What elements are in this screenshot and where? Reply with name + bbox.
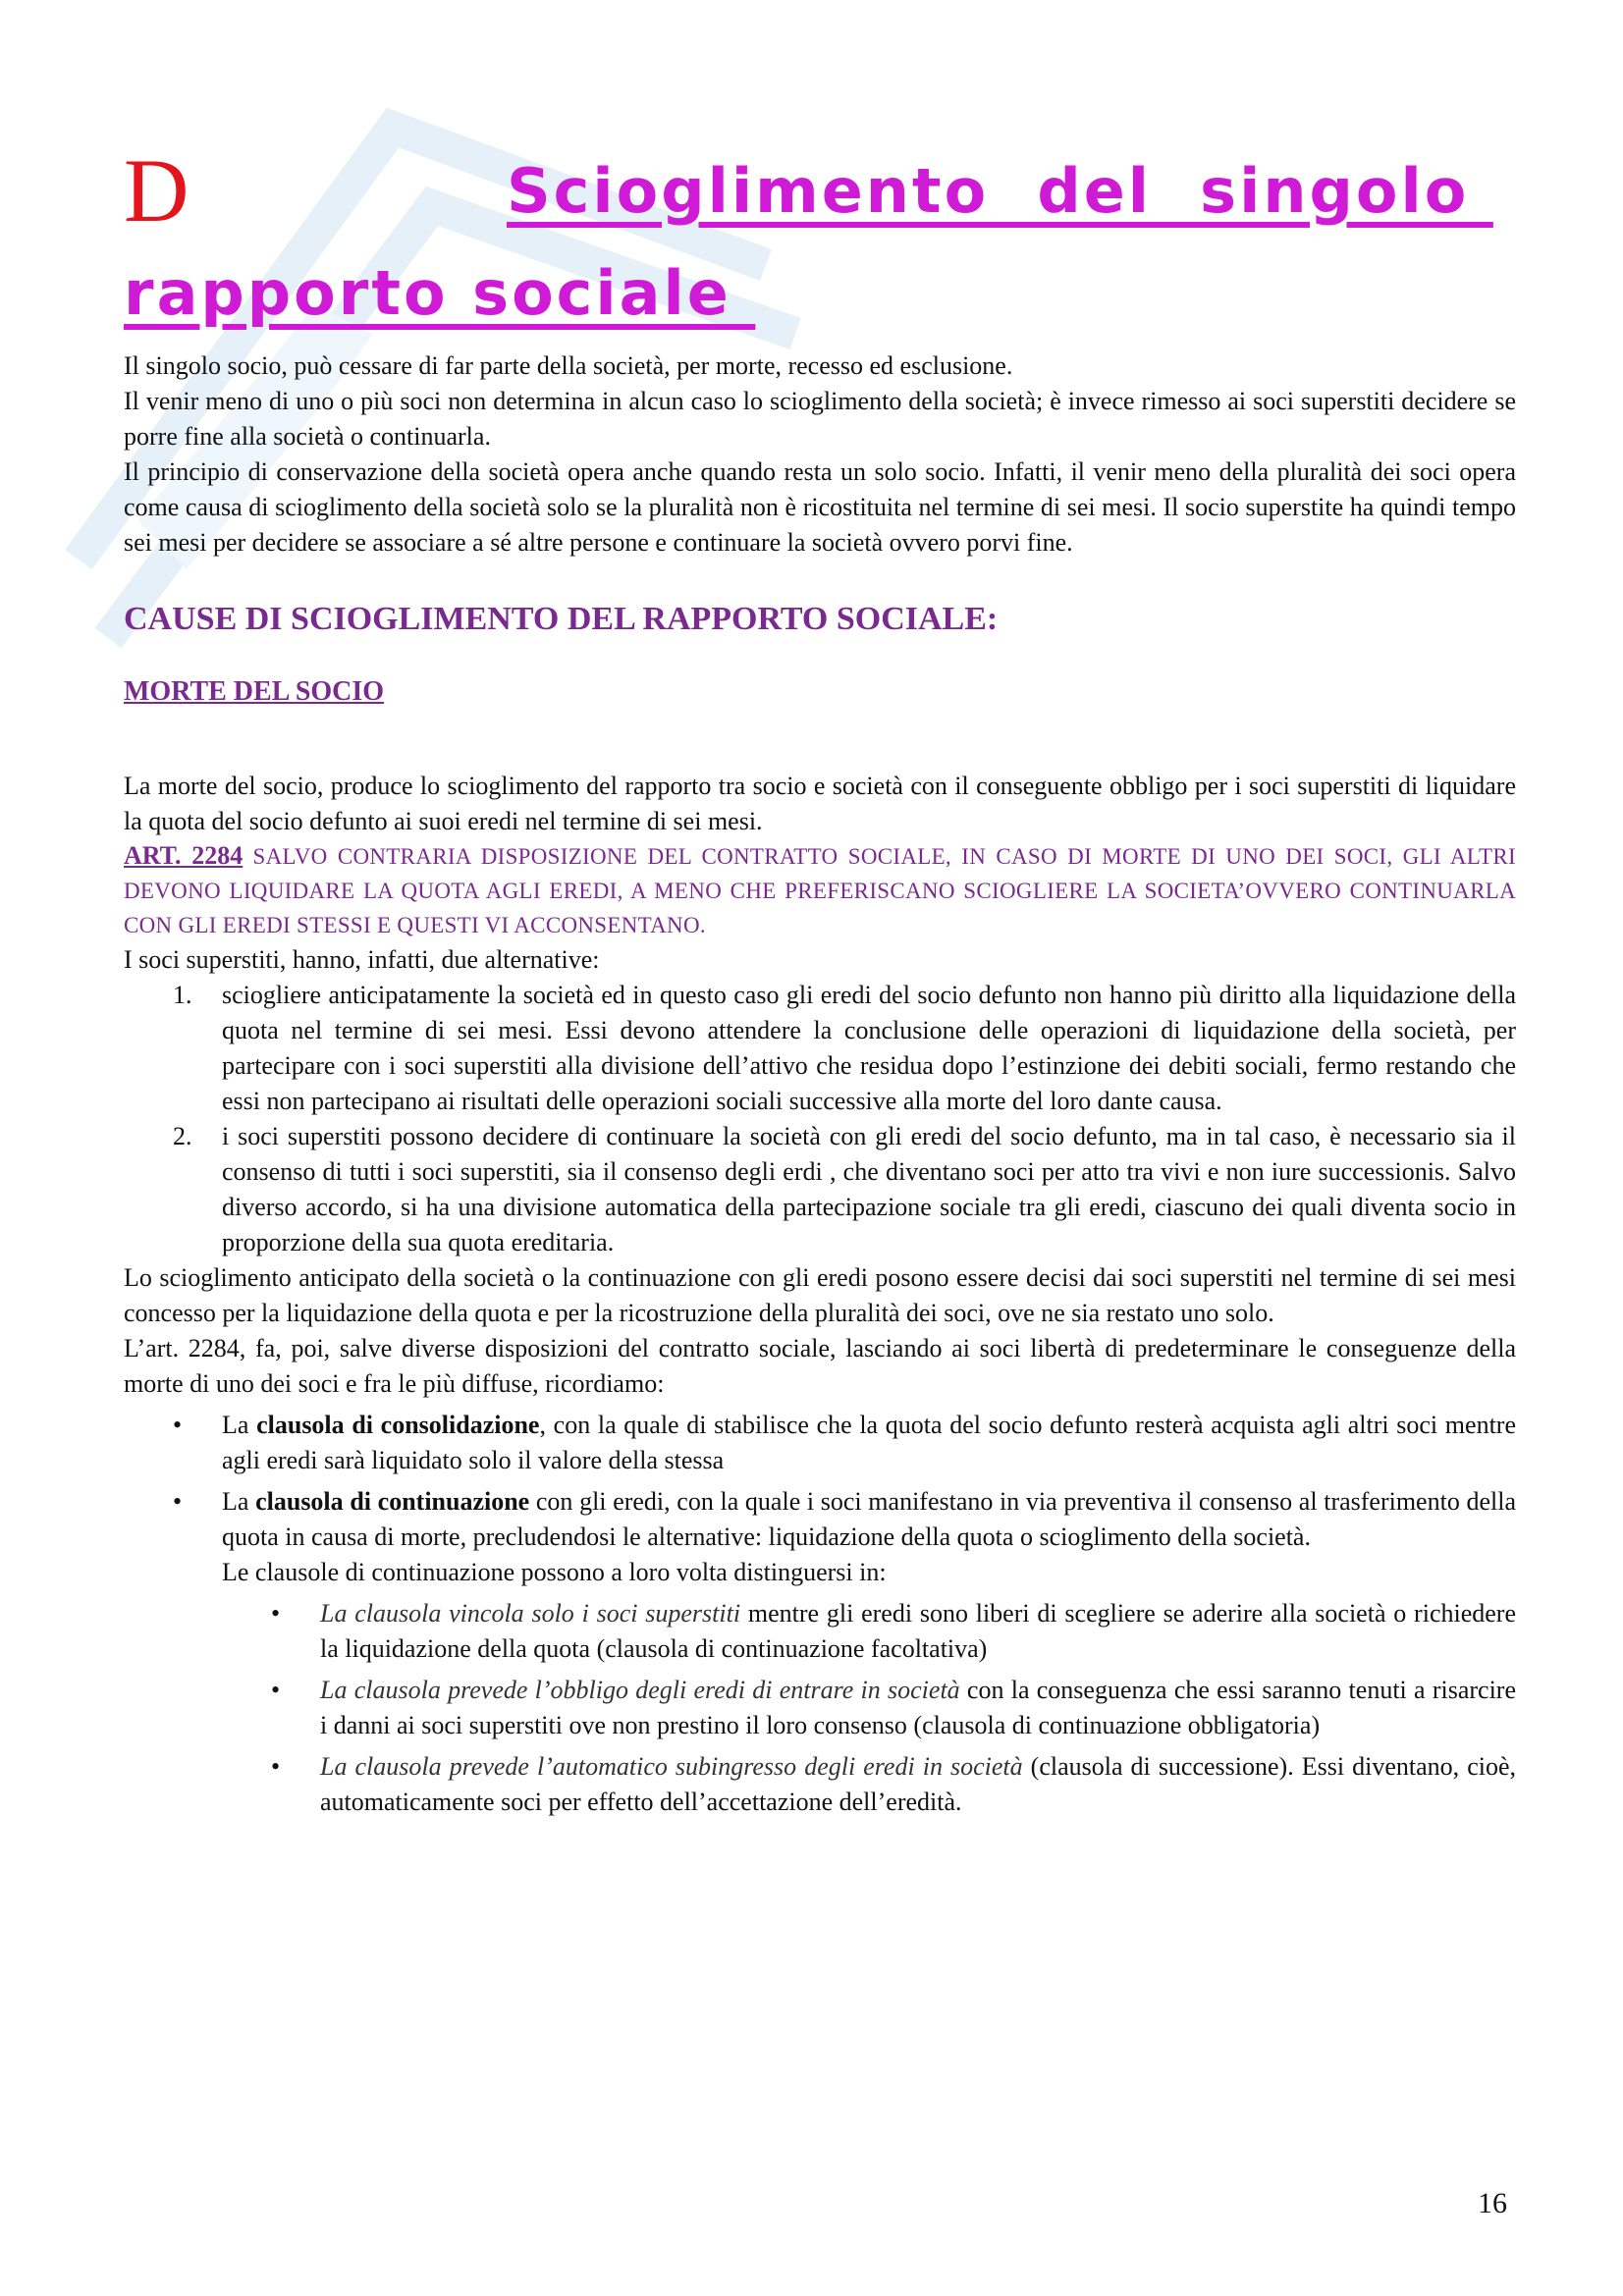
bullet-icon: • (271, 1752, 281, 1781)
clause-name: clausola di continuazione (255, 1487, 530, 1516)
art-2284-paragraph: L’art. 2284, fa, poi, salve diverse disposizioni del contratto sociale, lasciando ai soci libertà di predeterminare le conseguenze della morte di uno dei soci e fra le più diffuse, ricordiamo: (124, 1334, 1516, 1398)
list-item (222, 1749, 1516, 1820)
list-item (124, 1484, 1516, 1820)
list-item (222, 1596, 1516, 1667)
bullet-icon: • (271, 1599, 281, 1628)
list-item (124, 1408, 1516, 1478)
alternatives-intro: I soci superstiti, hanno, infatti, due alternative: (124, 945, 600, 974)
article-body: SALVO CONTRARIA DISPOSIZIONE DEL CONTRATTO SOCIALE, IN CASO DI MORTE DI UNO DEI SOCI, GLI ALTRI DEVONO LIQUIDARE LA QUOTA AGLI EREDI, A MENO CHE PREFERISCANO SCIOGLIERE LA SOCIETA’OVVERO CONTINUARLA CON GLI EREDI STESSI E QUESTI VI ACCONSENTANO. (124, 844, 1516, 937)
clause-italic: La clausola prevede l’obbligo degli eredi di entrare in società (320, 1676, 960, 1704)
clause-name: clausola di consolidazione (256, 1411, 540, 1439)
continuation-types-list (222, 1596, 1516, 1820)
after-alternatives-paragraph: Lo scioglimento anticipato della società o la continuazione con gli eredi posono essere decisi dai soci superstiti nel termine di sei mesi concesso per la liquidazione della quota e per la ricostruzione della pluralità dei soci, ove ne sia restato uno solo. (124, 1263, 1516, 1327)
bullet-icon: • (173, 1487, 183, 1516)
list-number: 2. (173, 1122, 192, 1150)
page-number: 16 (1478, 2187, 1507, 2219)
section-heading: CAUSE DI SCIOGLIMENTO DEL RAPPORTO SOCIALE: (124, 601, 999, 637)
clause-prefix: La (222, 1411, 257, 1439)
content-area (124, 137, 1516, 1820)
intro-paragraph-2: Il venir meno di uno o più soci non determina in alcun caso lo scioglimento della società; è invece rimesso ai soci superstiti decidere se porre fine alla società o continuarla. (124, 387, 1516, 451)
page-title-line-1: Scioglimento del singolo (507, 155, 1493, 227)
clause-text: con la conseguenza che essi saranno tenuti a risarcire i danni ai soci superstiti ove non prestino il loro consenso (clausola di continuazione obbligatoria) (320, 1676, 1516, 1739)
page-title-line-2: rapporto sociale (124, 257, 756, 329)
list-item (124, 978, 1516, 1119)
clause-italic: La clausola vincola solo i soci superstiti (320, 1599, 741, 1628)
list-item-text: i soci superstiti possono decidere di continuare la società con gli eredi del socio defunto, ma in tal caso, è necessario sia il consenso di tutti i soci superstiti, sia il consenso degli erdi , che diventano soci per atto tra vivi e non iure successionis. Salvo diverso accordo, si ha una divisione automatica della partecipazione sociale tra gli eredi, ciascuno dei quali diventa socio in proporzione della sua quota ereditaria. (222, 1122, 1516, 1256)
list-number: 1. (173, 981, 192, 1009)
list-item (124, 1119, 1516, 1260)
section-letter: D (124, 140, 189, 240)
list-item-text: sciogliere anticipatamente la società ed in questo caso gli eredi del socio defunto non hanno più diritto alla liquidazione della quota nel termine di sei mesi. Essi devono attendere la conclusione delle operazioni di liquidazione della società, per partecipare con i soci superstiti alla divisione dell’attivo che residua dopo l’estinzione dei debiti sociali, fermo restando che essi non partecipano ai risultati delle operazioni sociali successive alla morte del loro dante causa. (222, 981, 1516, 1115)
subsection-heading: MORTE DEL SOCIO (124, 676, 385, 707)
clause-italic: La clausola prevede l’automatico subingresso degli eredi in società (320, 1752, 1023, 1781)
article-text (124, 839, 1516, 942)
clause-text: (clausola di successione). Essi diventano, cioè, automaticamente soci per effetto dell’accettazione dell’eredità. (320, 1752, 1516, 1816)
morte-paragraph: La morte del socio, produce lo scioglimento del rapporto tra socio e società con il conseguente obbligo per i soci superstiti di liquidare la quota del socio defunto ai suoi eredi nel termine di sei mesi. (124, 772, 1516, 835)
title-block (124, 137, 1516, 348)
list-item (222, 1673, 1516, 1743)
bullet-icon: • (173, 1411, 183, 1439)
clause-text: mentre gli eredi sono liberi di scegliere se aderire alla società o richiedere la liquidazione della quota (clausola di continuazione facoltativa) (320, 1599, 1516, 1663)
article-number: ART. 2284 (124, 841, 243, 870)
bullet-icon: • (271, 1676, 281, 1704)
clause-text: con gli eredi, con la quale i soci manifestano in via preventiva il consenso al trasferimento della quota in causa di morte, precludendosi le alternative: liquidazione della quota o scioglimento della società. (222, 1487, 1517, 1551)
intro-paragraph-3: Il principio di conservazione della società opera anche quando resta un solo socio. Infatti, il venir meno della pluralità dei soci opera come causa di scioglimento della società solo se la pluralità non è ricostituita nel termine di sei mesi. Il socio superstite ha quindi tempo sei mesi per decidere se associare a sé altre persone e continuare la società ovvero porvi fine. (124, 457, 1516, 557)
continuation-intro: Le clausole di continuazione possono a loro volta distinguersi in: (222, 1558, 887, 1586)
intro-paragraph-1: Il singolo socio, può cessare di far parte della società, per morte, recesso ed esclusione. (124, 351, 1013, 380)
clause-text: , con la quale di stabilisce che la quota del socio defunto resterà acquista agli altri soci mentre agli eredi sarà liquidato solo il valore della stessa (222, 1411, 1516, 1474)
clause-prefix: La (222, 1487, 256, 1516)
clauses-list (124, 1408, 1516, 1820)
alternatives-list (124, 978, 1516, 1260)
